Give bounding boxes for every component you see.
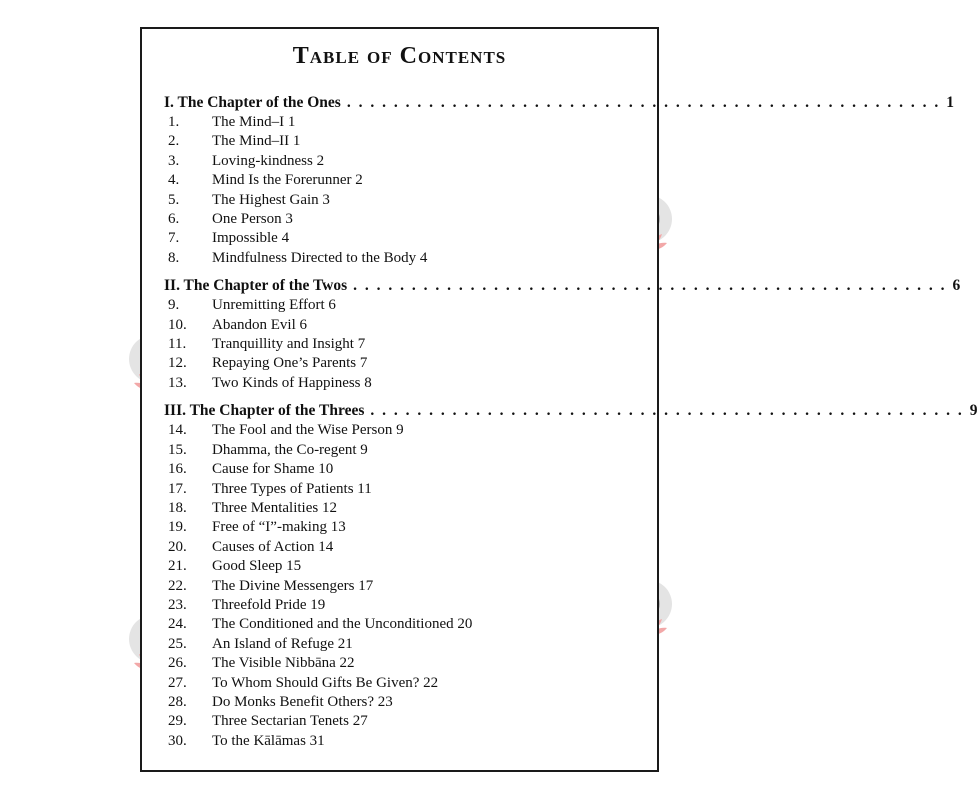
chapter-title: I. The Chapter of the Ones [164,94,341,111]
toc-entry [164,191,607,210]
toc-entry [164,480,607,499]
toc-entry [164,296,607,315]
entry-title: Three Mentalities 12 [212,499,337,516]
entry-title: To Whom Should Gifts Be Given? 22 [212,674,439,691]
toc-entry [164,499,607,518]
entry-number: 18. [168,499,187,516]
entry-title: Causes of Action 14 [212,538,334,555]
entry-number: 10. [168,316,187,333]
entry-number: 14. [168,422,187,439]
toc-entry [164,732,607,751]
entry-title: The Highest Gain 3 [212,191,330,208]
entry-number: 3. [168,152,180,169]
page-title: Table of Contents [292,43,507,69]
chapter-heading [164,401,978,421]
entry-title: Abandon Evil 6 [212,316,307,333]
toc-entry [164,441,607,460]
toc-entry [164,229,607,248]
dot-leader: . . . . . . . . . . . . . . . . . . . . . . . . . . . . . . . . . . . . . . . . . . . . . . . . . . . [370,402,964,420]
toc-entry [164,210,607,229]
chapter-heading [164,276,961,296]
entry-number: 6. [168,211,180,228]
entry-number: 26. [168,655,187,672]
entry-number: 15. [168,441,187,458]
dot-leader: . . . . . . . . . . . . . . . . . . . . . . . . . . . . . . . . . . . . . . . . . . . . . . . . . . . [346,94,941,111]
entry-number: 7. [168,230,180,247]
toc-entry [164,374,607,393]
toc-entry [164,316,607,335]
toc-entry [164,460,607,479]
toc-entry [164,577,607,596]
entry-number: 17. [168,480,187,497]
dot-leader: . . . . . . . . . . . . . . . . . . . . . . . . . . . . . . . . . . . . . . . . . . . . . . . . . . . [353,277,947,295]
entry-title: The Mind–I 1 [212,114,296,130]
entry-number: 2. [168,133,180,150]
toc-entry [164,518,607,537]
entry-number: 8. [168,249,180,266]
entry-number: 16. [168,461,187,478]
toc-entry [164,654,607,673]
toc-entry [164,538,607,557]
chapter-page-number: 6 [952,277,961,295]
entry-title: To the Kālāmas 31 [212,732,325,749]
entry-title: Dhamma, the Co-regent 9 [212,441,368,458]
entry-title: Do Monks Benefit Others? 23 [212,693,393,710]
toc-entry [164,635,607,654]
entry-number: 21. [168,558,187,575]
entry-number: 1. [168,114,180,130]
entry-title: Loving-kindness 2 [212,152,325,169]
entry-number: 30. [168,732,187,749]
toc-entry [164,354,607,373]
entry-number: 22. [168,577,187,594]
entry-number: 28. [168,693,187,710]
entry-title: The Visible Nibbāna 22 [212,655,355,672]
toc-entry [164,693,607,712]
toc-entry [164,113,607,132]
entry-title: Unremitting Effort 6 [212,297,336,314]
toc-entry [164,596,607,615]
entry-title: Mind Is the Forerunner 2 [212,172,363,189]
entry-title: Three Sectarian Tenets 27 [212,713,368,730]
entry-title: Threefold Pride 19 [212,596,326,613]
entry-number: 13. [168,374,187,391]
toc-entry [164,171,607,190]
chapter-page-number: 9 [969,402,978,420]
entry-title: Free of “I”-making 13 [212,519,346,536]
toc-entry [164,249,607,268]
entry-number: 24. [168,616,187,633]
entry-title: Good Sleep 15 [212,558,302,575]
table-of-contents [164,93,978,751]
toc-entry [164,557,607,576]
entry-title: The Divine Messengers 17 [212,577,374,594]
entry-title: Cause for Shame 10 [212,461,334,478]
entry-number: 19. [168,519,187,536]
toc-entry [164,421,607,440]
chapter-heading [164,93,954,113]
entry-title: An Island of Refuge 21 [212,635,353,652]
entry-title: Tranquillity and Insight 7 [212,336,366,353]
toc-entry [164,132,607,151]
entry-number: 29. [168,713,187,730]
entry-number: 12. [168,355,187,372]
chapter-title: II. The Chapter of the Twos [164,277,348,295]
entry-number: 20. [168,538,187,555]
entry-title: The Mind–II 1 [212,133,301,150]
entry-title: Two Kinds of Happiness 8 [212,374,372,391]
chapter-title: III. The Chapter of the Threes [164,402,365,420]
entry-number: 4. [168,172,180,189]
entry-number: 23. [168,596,187,613]
toc-entry [164,615,607,634]
entry-title: Impossible 4 [212,230,290,247]
chapter-page-number: 1 [946,94,954,111]
toc-entry [164,152,607,171]
chapter-spacer [164,393,607,401]
document-page [140,27,978,772]
entry-number: 5. [168,191,180,208]
entry-title: One Person 3 [212,211,293,228]
toc-entry [164,712,607,731]
entry-title: Repaying One’s Parents 7 [212,355,368,372]
toc-entry [164,674,607,693]
toc-entry [164,335,607,354]
entry-number: 25. [168,635,187,652]
entry-number: 27. [168,674,187,691]
chapter-spacer [164,268,607,276]
entry-title: Three Types of Patients 11 [212,480,372,497]
entry-title: Mindfulness Directed to the Body 4 [212,249,428,266]
entry-title: The Conditioned and the Unconditioned 20 [212,616,473,633]
entry-number: 11. [168,336,187,353]
entry-title: The Fool and the Wise Person 9 [212,422,404,439]
entry-number: 9. [168,297,180,314]
